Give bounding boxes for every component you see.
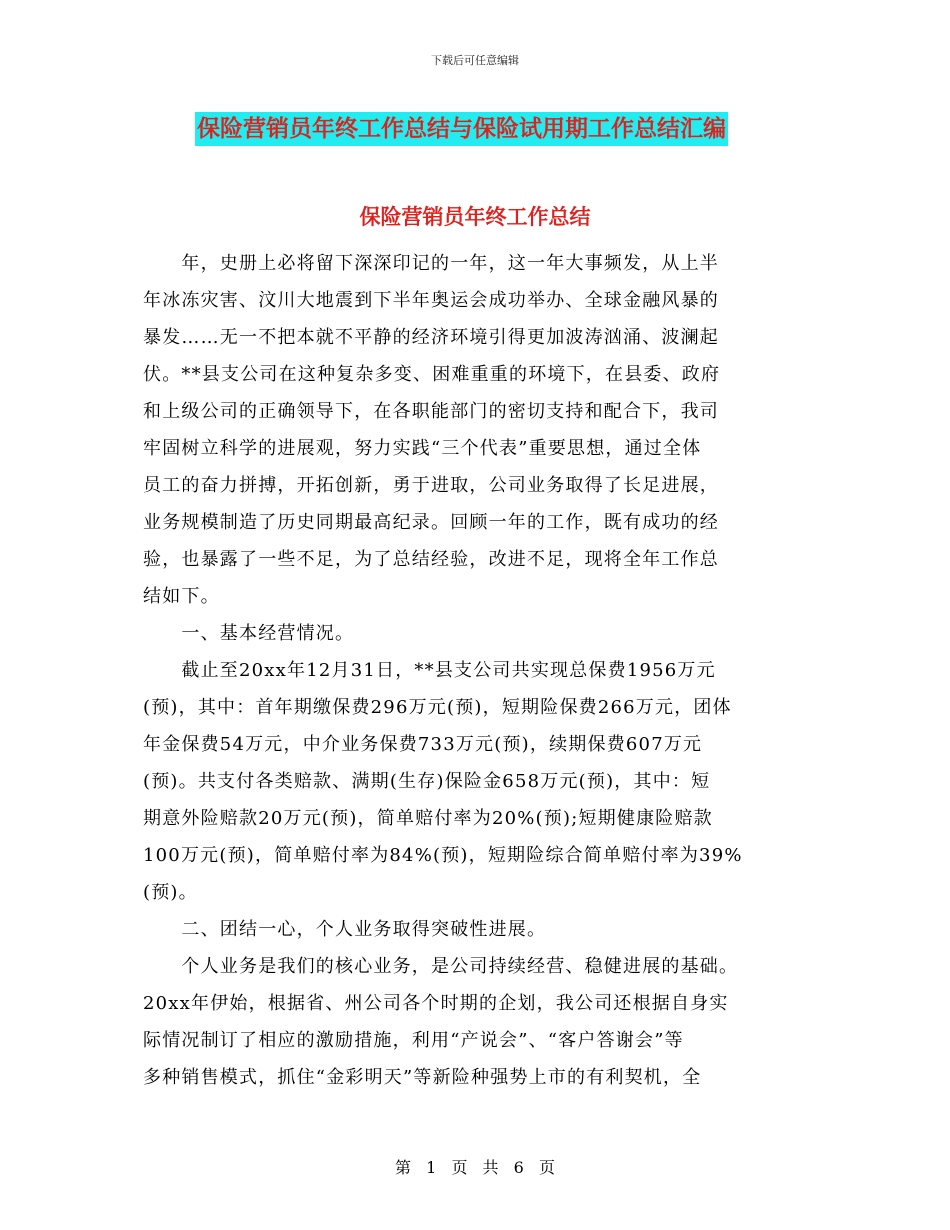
text-line: 100万元(预)，简单赔付率为84%(预)，短期险综合简单赔付率为39% [143,845,743,866]
text-line: 伏。**县支公司在这种复杂多变、困难重重的环境下，在县委、政府 [143,364,721,385]
text-line: 暴发……无一不把本就不平静的经济环境引得更加波涛汹涌、波澜起 [143,327,719,348]
footer-page-number: 1 [426,1158,437,1177]
section-title: 保险营销员年终工作总结 [359,204,591,229]
footer-page-word: 第 [395,1158,412,1177]
footer-total-word: 共 [482,1158,499,1177]
text-line: 验，也暴露了一些不足，为了总结经验，改进不足，现将全年工作总 [143,549,719,570]
text-line: 牢固树立科学的进展观，努力实践“三个代表”重要思想，通过全体 [143,438,702,459]
heading-line: 一、基本经营情况。 [143,623,355,644]
text-line: 个人业务是我们的核心业务，是公司持续经营、稳健进展的基础。 [143,956,739,977]
text-line: 年冰冻灾害、汶川大地震到下半年奥运会成功举办、全球金融风暴的 [143,290,719,311]
text-line: 20xx年伊始，根据省、州公司各个时期的企划，我公司还根据自身实 [143,993,729,1014]
footer-total-unit: 页 [538,1158,555,1177]
text-line: 员工的奋力拼搏，开拓创新，勇于进取，公司业务取得了长足进展， [143,475,719,496]
document-title: 保险营销员年终工作总结与保险试用期工作总结汇编 [195,112,728,146]
heading-line: 二、团结一心，个人业务取得突破性进展。 [143,919,547,940]
text-line: 多种销售模式，抓住“金彩明天”等新险种强势上市的有利契机，全 [143,1067,702,1088]
text-line: (预)，其中：首年期缴保费296万元(预)，短期险保费266万元，团体 [143,697,732,718]
text-line: 和上级公司的正确领导下，在各职能部门的密切支持和配合下，我司 [143,401,719,422]
text-line: (预)。共支付各类赔款、满期(生存)保险金658万元(预)，其中：短 [143,771,711,792]
text-line: 截止至20xx年12月31日，**县支公司共实现总保费1956万元 [143,660,716,681]
header-note: 下载后可任意编辑 [431,54,519,67]
text-line: 结如下。 [143,586,220,607]
footer-page-unit: 页 [451,1158,468,1177]
text-line: (预)。 [143,882,198,903]
footer-total-pages: 6 [513,1158,524,1177]
text-line: 业务规模制造了历史同期最高纪录。回顾一年的工作，既有成功的经 [143,512,719,533]
text-line: 际情况制订了相应的激励措施，利用“产说会”、“客户答谢会”等 [143,1030,684,1051]
text-line: 年，史册上必将留下深深印记的一年，这一年大事频发，从上半 [143,253,719,274]
text-line: 年金保费54万元，中介业务保费733万元(预)，续期保费607万元 [143,734,703,755]
text-line: 期意外险赔款20万元(预)，简单赔付率为20%(预);短期健康险赔款 [143,808,713,829]
body-text [143,245,813,1096]
page-footer [0,1155,950,1178]
